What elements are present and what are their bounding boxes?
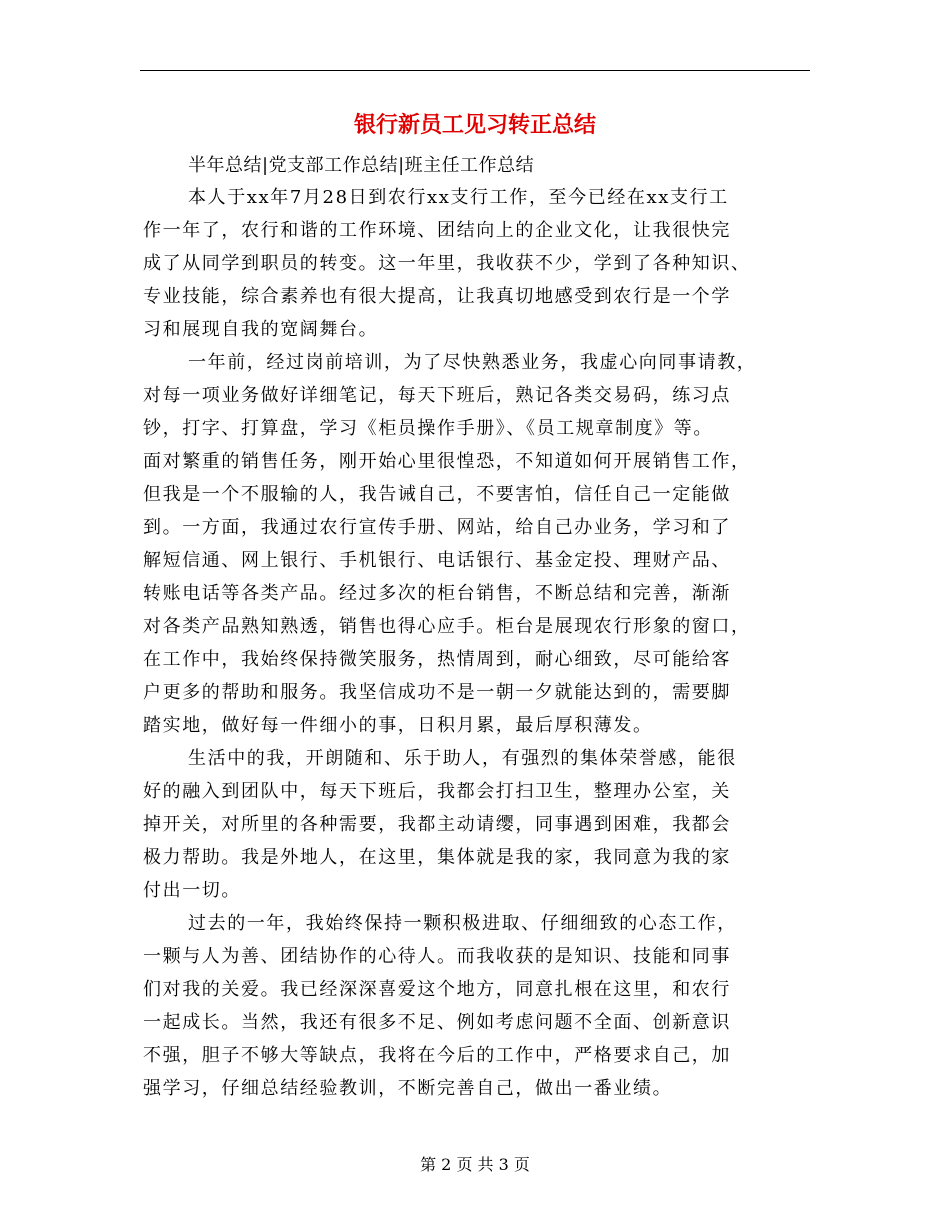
text-line: 到。一方面，我通过农行宣传手册、网站，给自己办业务，学习和了 <box>143 517 731 538</box>
text-line: 在工作中，我始终保持微笑服务，热情周到，耐心细致，尽可能给客 <box>143 649 731 670</box>
text-line: 成了从同学到职员的转变。这一年里，我收获不少，学到了各种知识、 <box>143 253 751 274</box>
text-line: 钞，打字、打算盘，学习《柜员操作手册》、《员工规章制度》等。 <box>143 418 713 439</box>
text-line: 一年前，经过岗前培训，为了尽快熟悉业务，我虚心向同事请教， <box>188 352 757 373</box>
text-line: 解短信通、网上银行、手机银行、电话银行、基金定投、理财产品、 <box>143 550 731 571</box>
text-line: 面对繁重的销售任务，刚开始心里很惶恐，不知道如何开展销售工作， <box>143 451 751 472</box>
text-line: 本人于xx年7月28日到农行xx支行工作，至今已经在xx支行工 <box>188 187 729 208</box>
text-line: 强学习，仔细总结经验教训，不断完善自己，做出一番业绩。 <box>143 1078 673 1099</box>
text-line: 转账电话等各类产品。经过多次的柜台销售，不断总结和完善，渐渐 <box>143 583 731 604</box>
text-line: 掉开关，对所里的各种需要，我都主动请缨，同事遇到困难，我都会 <box>143 814 731 835</box>
text-line: 过去的一年，我始终保持一颗积极进取、仔细细致的心态工作， <box>188 913 737 934</box>
text-line: 极力帮助。我是外地人，在这里，集体就是我的家，我同意为我的家 <box>143 847 731 868</box>
text-line: 不强，胆子不够大等缺点，我将在今后的工作中，严格要求自己，加 <box>143 1045 731 1066</box>
text-line: 一起成长。当然，我还有很多不足、例如考虑问题不全面、创新意识 <box>143 1012 731 1033</box>
text-line: 习和展现自我的宽阔舞台。 <box>143 319 379 340</box>
text-line: 专业技能，综合素养也有很大提高，让我真切地感受到农行是一个学 <box>143 286 731 307</box>
text-line: 一颗与人为善、团结协作的心待人。而我收获的是知识、技能和同事 <box>143 946 731 967</box>
text-line: 们对我的关爱。我已经深深喜爱这个地方，同意扎根在这里，和农行 <box>143 979 731 1000</box>
text-line: 作一年了，农行和谐的工作环境、团结向上的企业文化，让我很快完 <box>143 220 731 241</box>
page-number: 第 2 页 共 3 页 <box>420 1155 530 1174</box>
text-line: 户更多的帮助和服务。我坚信成功不是一朝一夕就能达到的，需要脚 <box>143 682 731 703</box>
text-line: 踏实地，做好每一件细小的事，日积月累，最后厚积薄发。 <box>143 715 653 736</box>
text-line: 好的融入到团队中，每天下班后，我都会打扫卫生，整理办公室，关 <box>143 781 731 802</box>
document-title: 银行新员工见习转正总结 <box>353 112 596 138</box>
text-line: 付出一切。 <box>143 880 241 901</box>
text-line: 但我是一个不服输的人，我告诫自己，不要害怕，信任自己一定能做 <box>143 484 731 505</box>
text-line: 对每一项业务做好详细笔记，每天下班后，熟记各类交易码，练习点 <box>143 385 731 406</box>
header-rule <box>140 70 810 71</box>
category-tags: 半年总结|党支部工作总结|班主任工作总结 <box>188 155 535 176</box>
text-line: 生活中的我，开朗随和、乐于助人，有强烈的集体荣誉感，能很 <box>188 748 737 769</box>
text-line: 对各类产品熟知熟透，销售也得心应手。柜台是展现农行形象的窗口， <box>143 616 751 637</box>
